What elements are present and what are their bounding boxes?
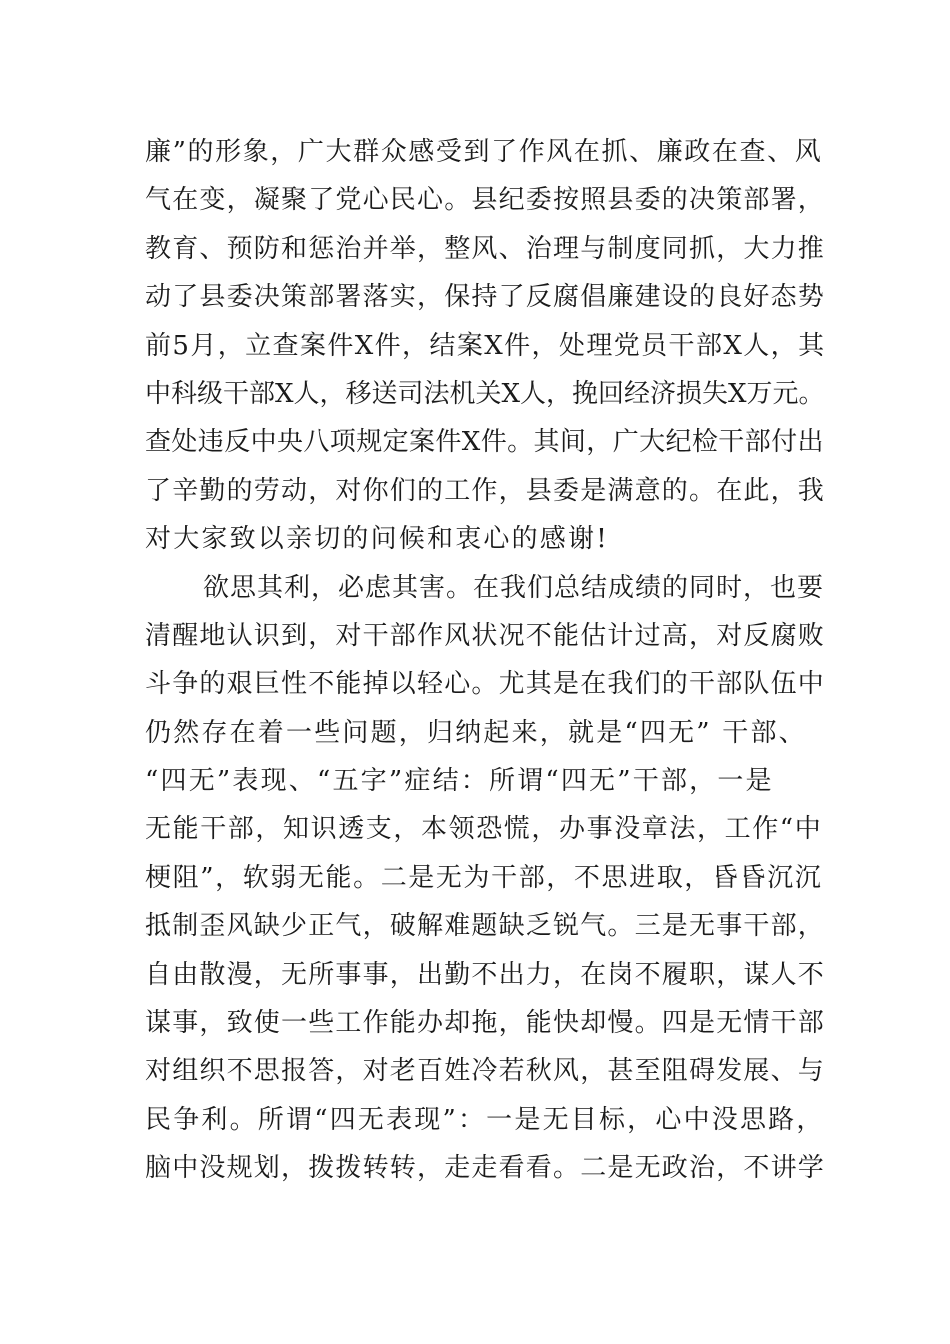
text-line: 脑中没规划，拨拨转转，走走看看。二是无政治，不讲学: [145, 1153, 826, 1184]
text-line: 廉”的形象，广大群众感受到了作风在抓、廉政在查、风: [145, 137, 823, 167]
text-line: 中科级干部X人，移送司法机关X人，挽回经济损失X万元。: [145, 378, 825, 409]
text-line: 斗争的艰巨性不能掉以轻心。尤其是在我们的干部队伍中: [145, 669, 826, 700]
text-line: 抵制歪风缺少正气，破解难题缺乏锐气。三是无事干部，: [145, 911, 826, 942]
text-line: 民争利。所谓“四无表现”：一是无目标，心中没思路，: [145, 1104, 825, 1135]
text-line: 清醒地认识到，对干部作风状况不能估计过高，对反腐败: [145, 620, 826, 651]
text-line: 无能干部，知识透支，本领恐慌，办事没章法，工作“中: [145, 814, 823, 845]
text-line: 了辛勤的劳动，对你们的工作，县委是满意的。在此，我: [145, 475, 826, 506]
text-line: 动了县委决策部署落实，保持了反腐倡廉建设的良好态势: [145, 282, 826, 313]
text-line: 教育、预防和惩治并举，整风、治理与制度同抓，大力推: [145, 233, 826, 264]
text-line: 仍然存在着一些问题，归纳起来，就是“四无” 干部、: [145, 717, 807, 748]
text-line: 气在变，凝聚了党心民心。县纪委按照县委的决策部署，: [145, 185, 826, 216]
text-line: 对大家致以亲切的问候和衷心的感谢!: [145, 524, 609, 555]
text-line: 对组织不思报答，对老百姓冷若秋风，甚至阻碍发展、与: [145, 1056, 826, 1087]
text-line: 欲思其利，必虑其害。在我们总结成绩的同时，也要: [203, 572, 825, 603]
text-line: 查处违反中央八项规定案件X件。其间，广大纪检干部付出: [145, 427, 824, 458]
text-line: 梗阻”，软弱无能。二是无为干部，不思进取，昏昏沉沉: [145, 862, 823, 893]
text-line: 前5月，立查案件X件，结案X件，处理党员干部X人，其: [145, 330, 826, 361]
document-body: [145, 128, 825, 1193]
text-line: 谋事，致使一些工作能办却拖，能快却慢。四是无情干部: [145, 1008, 826, 1039]
text-line: 自由散漫，无所事事，出勤不出力，在岗不履职，谋人不: [145, 959, 826, 990]
text-line: “四无”表现、“五字”症结：所谓“四无”干部，一是: [145, 766, 774, 797]
